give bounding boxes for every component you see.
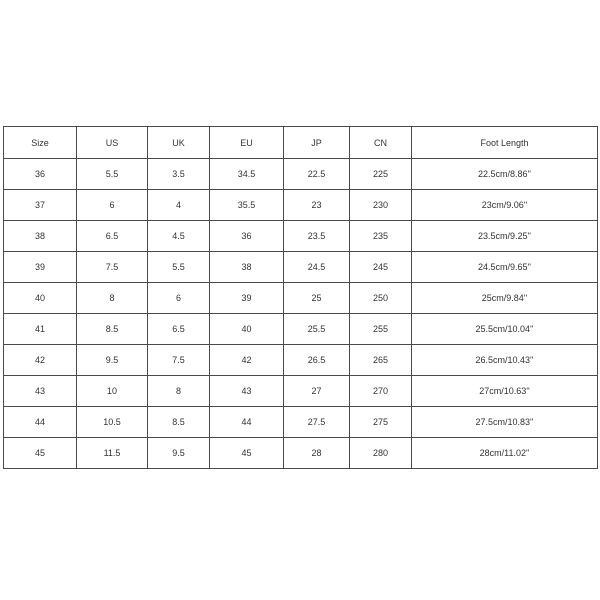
header-uk: UK — [148, 127, 210, 159]
cell-uk: 8 — [148, 376, 210, 407]
cell-size: 43 — [4, 376, 77, 407]
cell-size: 42 — [4, 345, 77, 376]
cell-cn: 265 — [350, 345, 412, 376]
cell-foot-length: 22.5cm/8.86'' — [412, 159, 598, 190]
table-row — [4, 314, 598, 345]
header-jp: JP — [284, 127, 350, 159]
cell-foot-length: 28cm/11.02'' — [412, 438, 598, 469]
cell-eu: 43 — [210, 376, 284, 407]
header-foot-length: Foot Length — [412, 127, 598, 159]
cell-eu: 36 — [210, 221, 284, 252]
table-body — [4, 159, 598, 469]
cell-us: 7.5 — [77, 252, 148, 283]
cell-foot-length: 23cm/9.06'' — [412, 190, 598, 221]
cell-us: 6.5 — [77, 221, 148, 252]
cell-eu: 42 — [210, 345, 284, 376]
cell-eu: 39 — [210, 283, 284, 314]
cell-cn: 250 — [350, 283, 412, 314]
table-row — [4, 190, 598, 221]
cell-cn: 280 — [350, 438, 412, 469]
cell-size: 41 — [4, 314, 77, 345]
table-row — [4, 159, 598, 190]
header-us: US — [77, 127, 148, 159]
cell-foot-length: 25cm/9.84'' — [412, 283, 598, 314]
cell-foot-length: 27.5cm/10.83'' — [412, 407, 598, 438]
cell-size: 45 — [4, 438, 77, 469]
header-row — [4, 127, 598, 159]
cell-us: 10 — [77, 376, 148, 407]
cell-jp: 23.5 — [284, 221, 350, 252]
cell-eu: 38 — [210, 252, 284, 283]
cell-eu: 44 — [210, 407, 284, 438]
cell-uk: 5.5 — [148, 252, 210, 283]
cell-jp: 27 — [284, 376, 350, 407]
cell-jp: 24.5 — [284, 252, 350, 283]
cell-uk: 6 — [148, 283, 210, 314]
table-row — [4, 407, 598, 438]
cell-size: 39 — [4, 252, 77, 283]
cell-uk: 6.5 — [148, 314, 210, 345]
cell-us: 5.5 — [77, 159, 148, 190]
cell-foot-length: 24.5cm/9.65'' — [412, 252, 598, 283]
cell-us: 10.5 — [77, 407, 148, 438]
cell-uk: 8.5 — [148, 407, 210, 438]
cell-foot-length: 23.5cm/9.25'' — [412, 221, 598, 252]
cell-uk: 7.5 — [148, 345, 210, 376]
cell-jp: 25.5 — [284, 314, 350, 345]
cell-eu: 34.5 — [210, 159, 284, 190]
cell-us: 8.5 — [77, 314, 148, 345]
table-row — [4, 376, 598, 407]
table-row — [4, 221, 598, 252]
header-cn: CN — [350, 127, 412, 159]
table-row — [4, 345, 598, 376]
cell-cn: 230 — [350, 190, 412, 221]
cell-eu: 45 — [210, 438, 284, 469]
cell-cn: 270 — [350, 376, 412, 407]
cell-size: 38 — [4, 221, 77, 252]
cell-cn: 245 — [350, 252, 412, 283]
header-size: Size — [4, 127, 77, 159]
cell-size: 44 — [4, 407, 77, 438]
cell-size: 40 — [4, 283, 77, 314]
cell-us: 9.5 — [77, 345, 148, 376]
cell-cn: 235 — [350, 221, 412, 252]
cell-size: 37 — [4, 190, 77, 221]
cell-us: 8 — [77, 283, 148, 314]
cell-foot-length: 26.5cm/10.43'' — [412, 345, 598, 376]
cell-jp: 28 — [284, 438, 350, 469]
cell-jp: 26.5 — [284, 345, 350, 376]
cell-jp: 23 — [284, 190, 350, 221]
table-row — [4, 438, 598, 469]
cell-uk: 3.5 — [148, 159, 210, 190]
header-eu: EU — [210, 127, 284, 159]
cell-jp: 27.5 — [284, 407, 350, 438]
cell-jp: 25 — [284, 283, 350, 314]
cell-uk: 4.5 — [148, 221, 210, 252]
cell-cn: 225 — [350, 159, 412, 190]
cell-jp: 22.5 — [284, 159, 350, 190]
cell-cn: 255 — [350, 314, 412, 345]
cell-eu: 35.5 — [210, 190, 284, 221]
table-row — [4, 252, 598, 283]
cell-foot-length: 25.5cm/10.04'' — [412, 314, 598, 345]
cell-uk: 9.5 — [148, 438, 210, 469]
cell-eu: 40 — [210, 314, 284, 345]
cell-cn: 275 — [350, 407, 412, 438]
cell-foot-length: 27cm/10.63'' — [412, 376, 598, 407]
cell-uk: 4 — [148, 190, 210, 221]
table-row — [4, 283, 598, 314]
cell-us: 11.5 — [77, 438, 148, 469]
cell-us: 6 — [77, 190, 148, 221]
cell-size: 36 — [4, 159, 77, 190]
size-chart-table — [3, 126, 598, 469]
